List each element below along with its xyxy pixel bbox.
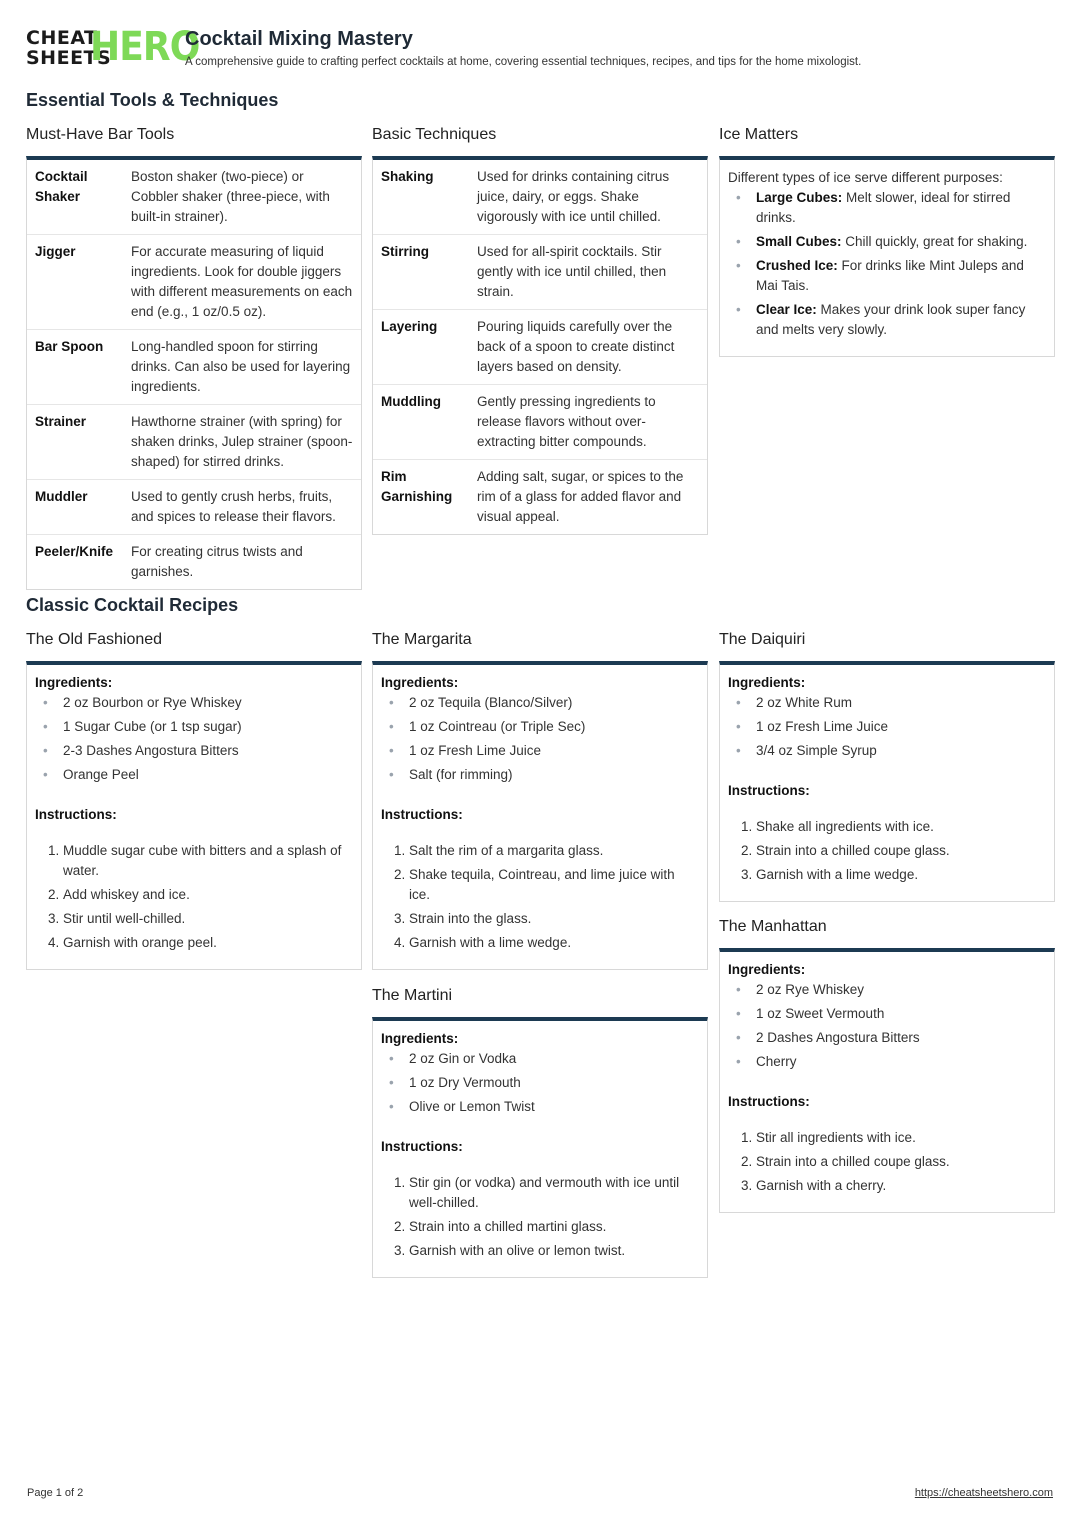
ice-item bbox=[756, 300, 1046, 340]
recipe-margarita bbox=[372, 629, 708, 970]
ingredient-item: • 3/4 oz Simple Syrup bbox=[756, 741, 1046, 761]
ice-item bbox=[756, 232, 1046, 252]
instructions-list bbox=[381, 1173, 699, 1261]
instruction-step: 1. Stir all ingredients with ice. bbox=[756, 1128, 1046, 1148]
ingredient-item: • 2 oz Bourbon or Rye Whiskey bbox=[63, 693, 353, 713]
ingredient-item: • 1 oz Fresh Lime Juice bbox=[409, 741, 699, 761]
instructions-list bbox=[381, 841, 699, 953]
ingredient-item: • 2 oz Tequila (Blanco/Silver) bbox=[409, 693, 699, 713]
row-term: Bar Spoon bbox=[27, 330, 123, 405]
ingredient-item: • 1 Sugar Cube (or 1 tsp sugar) bbox=[63, 717, 353, 737]
recipe-old-fashioned bbox=[26, 629, 362, 970]
instruction-step: 2. Strain into a chilled coupe glass. bbox=[756, 1152, 1046, 1172]
row-description: Used for drinks containing citrus juice, dairy, or eggs. Shake vigorously with ice until chilled. bbox=[477, 169, 670, 224]
ingredients-label: Ingredients: bbox=[728, 962, 806, 977]
instructions-list bbox=[35, 841, 353, 953]
ice-list bbox=[728, 188, 1046, 340]
recipe-card bbox=[26, 661, 362, 970]
instruction-step: 4. Garnish with a lime wedge. bbox=[409, 933, 699, 953]
ice-block bbox=[719, 124, 1055, 357]
page-subtitle: A comprehensive guide to crafting perfect cocktails at home, covering essential techniques, recipes, and tips for the home mixologist. bbox=[185, 56, 862, 68]
ice-item bbox=[756, 256, 1046, 296]
ingredient-item: • 2 oz Gin or Vodka bbox=[409, 1049, 699, 1069]
tool-row bbox=[27, 235, 361, 330]
tool-row bbox=[27, 330, 361, 405]
recipe-card bbox=[372, 1017, 708, 1278]
instruction-step: 3. Garnish with a cherry. bbox=[756, 1176, 1046, 1196]
row-description: Long-handled spoon for stirring drinks. Can also be used for layering ingredients. bbox=[123, 330, 361, 405]
row-description: Adding salt, sugar, or spices to the rim of a glass for added flavor and visual appeal. bbox=[469, 460, 707, 535]
row-term: Muddling bbox=[373, 385, 469, 460]
instruction-step: 2. Add whiskey and ice. bbox=[63, 885, 353, 905]
row-description: Pouring liquids carefully over the back of a spoon to create distinct layers based on density. bbox=[469, 310, 707, 385]
technique-row bbox=[373, 160, 707, 235]
ingredient-item: • 1 oz Sweet Vermouth bbox=[756, 1004, 1046, 1024]
ice-type: Crushed Ice: bbox=[756, 258, 838, 273]
row-term: Stirring bbox=[373, 235, 469, 310]
ingredients-list bbox=[381, 1049, 699, 1117]
ingredient-item: • 1 oz Cointreau (or Triple Sec) bbox=[409, 717, 699, 737]
section-title-tools: Essential Tools & Techniques bbox=[26, 90, 279, 110]
instructions-label: Instructions: bbox=[381, 807, 463, 822]
instruction-step: 1. Shake all ingredients with ice. bbox=[756, 817, 1046, 837]
ingredients-list bbox=[728, 980, 1046, 1072]
row-term: Peeler/Knife bbox=[27, 535, 123, 590]
recipe-card bbox=[719, 661, 1055, 902]
row-term: Cocktail Shaker bbox=[35, 169, 88, 204]
block-title: Must-Have Bar Tools bbox=[26, 126, 175, 143]
ingredients-list bbox=[35, 693, 353, 785]
block-title: Basic Techniques bbox=[372, 126, 497, 143]
recipe-title: The Martini bbox=[372, 987, 453, 1004]
ingredients-label: Ingredients: bbox=[381, 1031, 459, 1046]
row-term: Muddler bbox=[27, 480, 123, 535]
page-number: Page 1 of 2 bbox=[27, 1487, 84, 1499]
ice-type: Clear Ice: bbox=[756, 302, 817, 317]
ingredients-label: Ingredients: bbox=[728, 675, 806, 690]
row-term: Shaking bbox=[381, 169, 434, 184]
instruction-step: 1. Stir gin (or vodka) and vermouth with ice until well-chilled. bbox=[409, 1173, 699, 1213]
site-link[interactable]: https://cheatsheetshero.com bbox=[914, 1487, 1053, 1499]
ice-item bbox=[756, 188, 1046, 228]
row-term: Layering bbox=[373, 310, 469, 385]
logo-bottom-text: SHEETS bbox=[26, 47, 112, 69]
technique-row bbox=[373, 385, 707, 460]
bar-tools-block bbox=[26, 124, 362, 590]
ice-description: Makes your drink look super fancy and melts very slowly. bbox=[756, 302, 1026, 337]
instruction-step: 3. Garnish with an olive or lemon twist. bbox=[409, 1241, 699, 1261]
logo-hero-text: HERO bbox=[90, 24, 200, 70]
instruction-step: 3. Garnish with a lime wedge. bbox=[756, 865, 1046, 885]
recipe-title: The Margarita bbox=[372, 631, 472, 648]
row-term: Rim Garnishing bbox=[373, 460, 469, 535]
recipe-title: The Manhattan bbox=[719, 918, 827, 935]
instruction-step: 1. Muddle sugar cube with bitters and a splash of water. bbox=[63, 841, 353, 881]
row-term: Jigger bbox=[27, 235, 123, 330]
ice-intro: Different types of ice serve different purposes: bbox=[728, 170, 1003, 185]
tool-row bbox=[27, 480, 361, 535]
ingredient-item: • 2 oz Rye Whiskey bbox=[756, 980, 1046, 1000]
bar-tools-table bbox=[27, 160, 361, 589]
instruction-step: 2. Strain into a chilled coupe glass. bbox=[756, 841, 1046, 861]
ingredients-label: Ingredients: bbox=[35, 675, 113, 690]
tool-row bbox=[27, 405, 361, 480]
ice-description: Melt slower, ideal for stirred drinks. bbox=[756, 190, 1011, 225]
ingredient-item: • Olive or Lemon Twist bbox=[409, 1097, 699, 1117]
instructions-label: Instructions: bbox=[35, 807, 117, 822]
instructions-label: Instructions: bbox=[728, 1094, 810, 1109]
instruction-step: 2. Strain into a chilled martini glass. bbox=[409, 1217, 699, 1237]
logo-top-text: CHEAT bbox=[26, 27, 98, 49]
instruction-step: 4. Garnish with orange peel. bbox=[63, 933, 353, 953]
row-description: For accurate measuring of liquid ingredients. Look for double jiggers with different measurements on each end (e.g., 1 oz/0.5 oz). bbox=[123, 235, 361, 330]
block-title: Ice Matters bbox=[719, 126, 799, 143]
row-description: Used for all-spirit cocktails. Stir gently with ice until chilled, then strain. bbox=[469, 235, 707, 310]
techniques-card bbox=[372, 156, 708, 535]
row-description: Gently pressing ingredients to release flavors without over-extracting bitter compounds. bbox=[469, 385, 707, 460]
ingredient-item: • Salt (for rimming) bbox=[409, 765, 699, 785]
ingredient-item: • 2-3 Dashes Angostura Bitters bbox=[63, 741, 353, 761]
techniques-table bbox=[373, 160, 707, 534]
instruction-step: 2. Shake tequila, Cointreau, and lime juice with ice. bbox=[409, 865, 699, 905]
row-description: Hawthorne strainer (with spring) for shaken drinks, Julep strainer (spoon-shaped) for stirred drinks. bbox=[123, 405, 361, 480]
row-description: Used to gently crush herbs, fruits, and spices to release their flavors. bbox=[123, 480, 361, 535]
recipe-martini bbox=[372, 985, 708, 1278]
tool-row bbox=[27, 160, 361, 235]
page-header bbox=[26, 24, 1056, 72]
ingredients-label: Ingredients: bbox=[381, 675, 459, 690]
ice-description: Chill quickly, great for shaking. bbox=[841, 234, 1028, 249]
instruction-step: 3. Strain into the glass. bbox=[409, 909, 699, 929]
technique-row bbox=[373, 235, 707, 310]
technique-row bbox=[373, 460, 707, 535]
ingredient-item: • Orange Peel bbox=[63, 765, 353, 785]
instructions-list bbox=[728, 817, 1046, 885]
recipe-card bbox=[719, 948, 1055, 1213]
bar-tools-card bbox=[26, 156, 362, 590]
ingredient-item: • 2 Dashes Angostura Bitters bbox=[756, 1028, 1046, 1048]
techniques-block bbox=[372, 124, 708, 535]
page-title: Cocktail Mixing Mastery bbox=[185, 28, 413, 50]
ice-description: For drinks like Mint Juleps and Mai Tais. bbox=[756, 258, 1024, 293]
recipe-card bbox=[372, 661, 708, 970]
recipe-title: The Daiquiri bbox=[719, 631, 806, 648]
section-title-recipes: Classic Cocktail Recipes bbox=[26, 595, 239, 615]
ingredient-item: • 2 oz White Rum bbox=[756, 693, 1046, 713]
instruction-step: 3. Stir until well-chilled. bbox=[63, 909, 353, 929]
ice-card bbox=[719, 156, 1055, 357]
ice-type: Large Cubes: bbox=[756, 190, 843, 205]
row-description: Boston shaker (two-piece) or Cobbler shaker (three-piece, with built-in strainer). bbox=[131, 169, 330, 224]
instructions-label: Instructions: bbox=[381, 1139, 463, 1154]
cheatsheetshero-logo[interactable] bbox=[26, 24, 200, 72]
row-description: For creating citrus twists and garnishes. bbox=[123, 535, 361, 590]
ingredient-item: • 1 oz Fresh Lime Juice bbox=[756, 717, 1046, 737]
ingredients-list bbox=[381, 693, 699, 785]
instructions-list bbox=[728, 1128, 1046, 1196]
instructions-label: Instructions: bbox=[728, 783, 810, 798]
tool-row bbox=[27, 535, 361, 590]
technique-row bbox=[373, 310, 707, 385]
recipe-daiquiri bbox=[719, 629, 1055, 902]
recipe-manhattan bbox=[719, 916, 1055, 1213]
ingredients-list bbox=[728, 693, 1046, 761]
instruction-step: 1. Salt the rim of a margarita glass. bbox=[409, 841, 699, 861]
row-term: Strainer bbox=[27, 405, 123, 480]
ingredient-item: • Cherry bbox=[756, 1052, 1046, 1072]
ice-type: Small Cubes: bbox=[756, 234, 842, 249]
ingredient-item: • 1 oz Dry Vermouth bbox=[409, 1073, 699, 1093]
recipe-title: The Old Fashioned bbox=[26, 631, 163, 648]
